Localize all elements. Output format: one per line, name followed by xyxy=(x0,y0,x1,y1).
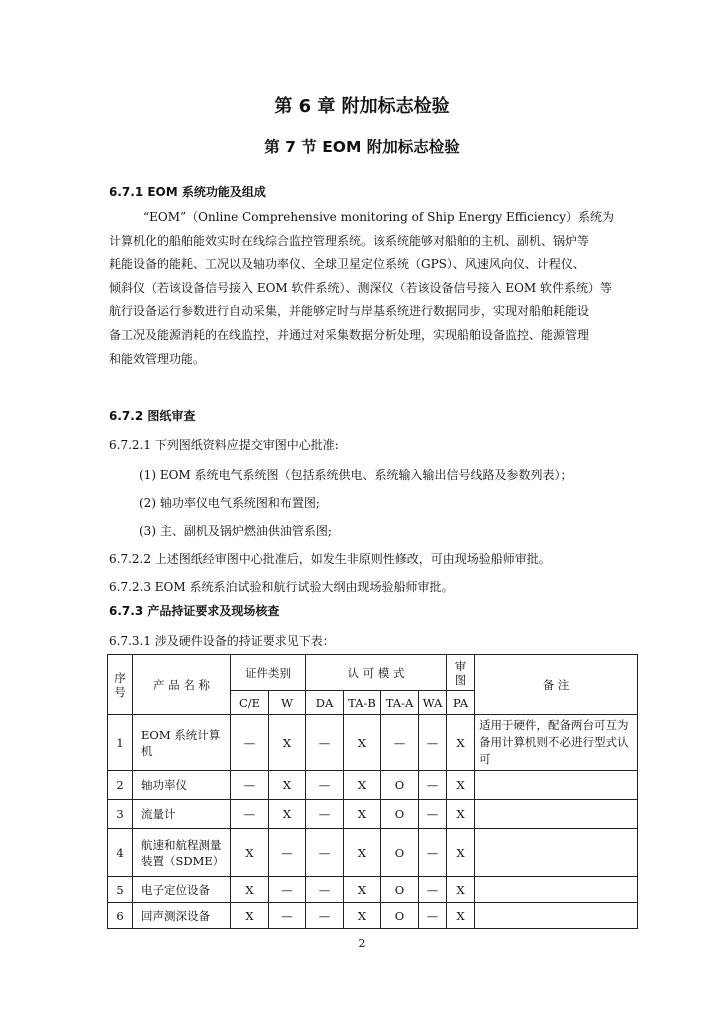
table-header-row xyxy=(108,655,638,691)
heading-6-7-2: 6.7.2 图纸审查 xyxy=(109,409,196,423)
page-number: 2 xyxy=(358,937,366,950)
paragraph-line: 和能效管理功能。 xyxy=(109,351,206,366)
cell-wa: — xyxy=(419,715,447,771)
cell-remarks xyxy=(475,771,638,800)
clause-6-7-2-3: 6.7.2.3 EOM 系统系泊试验和航行试验大纲由现场验船师审批。 xyxy=(109,580,454,594)
table-row xyxy=(108,903,638,929)
cell-wa: — xyxy=(419,877,447,903)
cell-pa: X xyxy=(447,903,475,929)
cell-ce: X xyxy=(231,829,269,877)
cell-tab: X xyxy=(344,800,381,829)
list-item: (1) EOM 系统电气系统图（包括系统供电、系统输入输出信号线路及参数列表）； xyxy=(139,468,573,482)
cell-product-name: 回声测深设备 xyxy=(133,903,231,929)
cell-seq: 6 xyxy=(108,903,133,929)
cell-w: — xyxy=(269,877,306,903)
cell-pa: X xyxy=(447,771,475,800)
cell-seq: 5 xyxy=(108,877,133,903)
list-item: (2) 轴功率仪电气系统图和布置图; xyxy=(139,496,320,510)
subheader-ta-a: TA-A xyxy=(381,691,419,715)
header-drawing-review: 审 图 xyxy=(447,655,475,691)
header-cert-type: 证件类别 xyxy=(231,655,306,691)
header-remarks: 备 注 xyxy=(475,655,638,715)
clause-6-7-3-1: 6.7.3.1 涉及硬件设备的持证要求见下表： xyxy=(109,634,335,648)
table-row xyxy=(108,715,638,771)
clause-6-7-2-1: 6.7.2.1 下列图纸资料应提交审图中心批准: xyxy=(109,438,339,452)
cell-product-name: 电子定位设备 xyxy=(133,877,231,903)
subheader-ta-b: TA-B xyxy=(344,691,381,715)
list-item: (3) 主、副机及锅炉燃油供油管系图; xyxy=(139,524,332,538)
cell-wa: — xyxy=(419,829,447,877)
subheader-ce: C/E xyxy=(231,691,269,715)
header-approval-mode: 认 可 模 式 xyxy=(306,655,447,691)
cell-da: — xyxy=(306,829,344,877)
cell-seq: 4 xyxy=(108,829,133,877)
cell-tab: X xyxy=(344,903,381,929)
cell-taa: O xyxy=(381,877,419,903)
cell-taa: — xyxy=(381,715,419,771)
clause-6-7-2-2: 6.7.2.2 上述图纸经审图中心批准后，如发生非原则性修改，可由现场验船师审批。 xyxy=(109,552,551,566)
cell-ce: X xyxy=(231,903,269,929)
heading-6-7-1: 6.7.1 EOM 系统功能及组成 xyxy=(109,185,266,199)
cell-tab: X xyxy=(344,715,381,771)
cell-da: — xyxy=(306,903,344,929)
subheader-da: DA xyxy=(306,691,344,715)
cell-remarks: 适用于硬件，配备两台可互为备用计算机则不必进行型式认可 xyxy=(475,715,638,771)
table-row xyxy=(108,877,638,903)
cell-taa: O xyxy=(381,771,419,800)
section-title: 第 7 节 EOM 附加标志检验 xyxy=(264,138,460,156)
cell-w: X xyxy=(269,800,306,829)
cell-da: — xyxy=(306,771,344,800)
cell-da: — xyxy=(306,800,344,829)
paragraph-eom-overview xyxy=(109,206,629,371)
cell-ce: — xyxy=(231,800,269,829)
cell-remarks xyxy=(475,903,638,929)
table-row xyxy=(108,800,638,829)
table-row xyxy=(108,829,638,877)
cell-wa: — xyxy=(419,771,447,800)
cell-ce: — xyxy=(231,715,269,771)
subheader-wa: WA xyxy=(419,691,447,715)
cell-w: — xyxy=(269,903,306,929)
cell-w: X xyxy=(269,715,306,771)
header-product-name: 产 品 名 称 xyxy=(133,655,231,715)
cell-tab: X xyxy=(344,829,381,877)
cell-wa: — xyxy=(419,800,447,829)
cell-taa: O xyxy=(381,800,419,829)
cell-da: — xyxy=(306,715,344,771)
cell-wa: — xyxy=(419,903,447,929)
cell-product-name: EOM 系统计算机 xyxy=(133,715,231,771)
cell-w: X xyxy=(269,771,306,800)
paragraph-line: 耗能设备的能耗、工况以及轴功率仪、全球卫星定位系统（GPS）、风速风向仪、计程仪、 xyxy=(109,257,585,272)
cell-taa: O xyxy=(381,903,419,929)
cell-ce: X xyxy=(231,877,269,903)
cell-pa: X xyxy=(447,829,475,877)
subheader-pa: PA xyxy=(447,691,475,715)
subheader-w: W xyxy=(269,691,306,715)
paragraph-line: 倾斜仪（若该设备信号接入 EOM 软件系统）、测深仪（若该设备信号接入 EOM 软件系统）等 xyxy=(109,280,613,295)
cell-remarks xyxy=(475,829,638,877)
cell-pa: X xyxy=(447,877,475,903)
cell-pa: X xyxy=(447,715,475,771)
cell-w: — xyxy=(269,829,306,877)
cell-product-name: 流量计 xyxy=(133,800,231,829)
cell-product-name: 航速和航程测量装置（SDME） xyxy=(133,829,231,877)
paragraph-line: 计算机化的船舶能效实时在线综合监控管理系统。该系统能够对船舶的主机、副机、锅炉等 xyxy=(109,233,590,248)
cell-product-name: 轴功率仪 xyxy=(133,771,231,800)
cell-remarks xyxy=(475,800,638,829)
header-seq: 序 号 xyxy=(108,655,133,715)
cell-ce: — xyxy=(231,771,269,800)
cell-taa: O xyxy=(381,829,419,877)
table-row xyxy=(108,771,638,800)
paragraph-line: 航行设备运行参数进行自动采集，并能够定时与岸基系统进行数据同步，实现对船舶耗能设 xyxy=(109,304,590,319)
certification-table xyxy=(107,654,638,929)
cell-tab: X xyxy=(344,877,381,903)
cell-da: — xyxy=(306,877,344,903)
paragraph-line: “EOM”（Online Comprehensive monitoring of Ship Energy Efficiency）系统为 xyxy=(143,210,614,224)
cell-pa: X xyxy=(447,800,475,829)
heading-6-7-3: 6.7.3 产品持证要求及现场核查 xyxy=(109,604,280,618)
cell-tab: X xyxy=(344,771,381,800)
chapter-title: 第 6 章 附加标志检验 xyxy=(274,96,450,117)
paragraph-line: 备工况及能源消耗的在线监控，并通过对采集数据分析处理，实现船舶设备监控、能源管理 xyxy=(109,327,590,342)
cell-remarks xyxy=(475,877,638,903)
cell-seq: 2 xyxy=(108,771,133,800)
cell-seq: 3 xyxy=(108,800,133,829)
cell-seq: 1 xyxy=(108,715,133,771)
